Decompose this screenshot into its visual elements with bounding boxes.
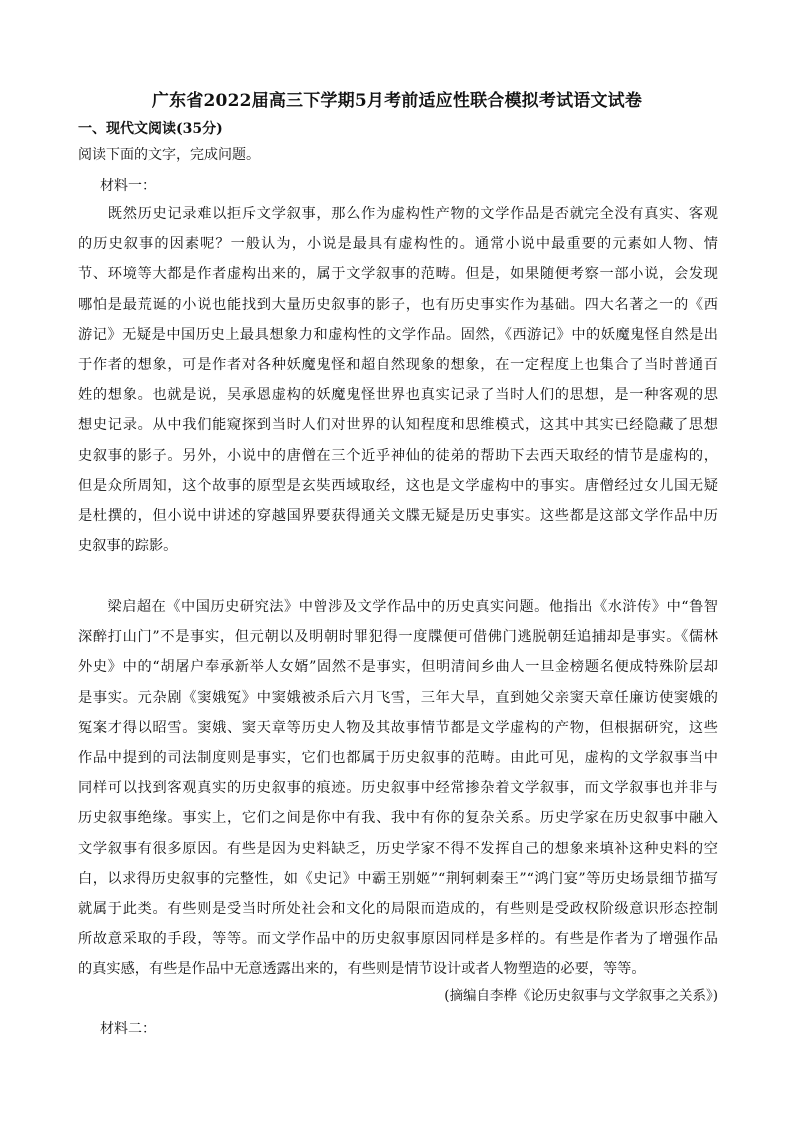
material-1-paragraph-2 <box>78 592 718 984</box>
section-heading: 一、现代文阅读(35分) <box>78 121 223 137</box>
paragraph-line: 所故意采取的手段，等等。而文学作品中的历史叙事原因同样是多样的。有些是作者为了增强作品 <box>78 931 718 948</box>
material-1-label: 材料一： <box>100 178 156 194</box>
paragraph-line: 就属于此类。有些则是受当时所处社会和文化的局限而造成的，有些则是受政权阶级意识形态控制 <box>78 900 718 917</box>
paragraph-line: 同样可以找到客观真实的历史叙事的痕迹。历史叙事中经常掺杂着文学叙事，而文学叙事也并非与 <box>78 780 718 797</box>
paragraph-line: 姓的想象。也就是说，吴承恩虚构的妖魔鬼怪世界也真实记录了当时人们的思想，是一种客观的思 <box>78 387 718 404</box>
source-citation: (摘编自李桦《论历史叙事与文学叙事之关系》) <box>444 988 718 1004</box>
paragraph-line: 深醉打山门”不是事实，但元朝以及明朝时罪犯得一度牒便可借佛门逃脱朝廷追捕却是事实。《儒林 <box>78 629 718 646</box>
paragraph-line: 史叙事的影子。另外，小说中的唐僧在三个近乎神仙的徒弟的帮助下去西天取经的情节是虚构的， <box>78 447 718 464</box>
material-2-label: 材料二： <box>100 1021 156 1037</box>
paragraph-line: 外史》中的“胡屠户奉承新举人女婿”固然不是事实，但明清间乡曲人一旦金榜题名便成特殊阶层却 <box>78 659 718 676</box>
paragraph-line: 想史记录。从中我们能窥探到当时人们对世界的认知程度和思维模式，这其中其实已经隐藏了思想 <box>78 417 718 434</box>
paragraph-line: 梁启超在《中国历史研究法》中曾涉及文学作品中的历史真实问题。他指出《水浒传》中“鲁智 <box>78 599 718 615</box>
paragraph-line: 是杜撰的，但小说中讲述的穿越国界要获得通关文牒无疑是历史事实。这些都是这部文学作品中历 <box>78 507 718 524</box>
paragraph-line: 冤案才得以昭雪。窦娥、窦天章等历史人物及其故事情节都是文学虚构的产物，但根据研究，这些 <box>78 719 718 736</box>
paragraph-line: 的真实感，有些是作品中无意透露出来的，有些则是情节设计或者人物塑造的必要，等等。 <box>78 961 646 978</box>
paragraph-line: 文学叙事有很多原因。有些是因为史料缺乏，历史学家不得不发挥自己的想象来填补这种史料的空 <box>78 840 718 857</box>
paragraph-line: 于作者的想象，可是作者对各种妖魔鬼怪和超自然现象的想象，在一定程度上也集合了当时普通百 <box>78 356 718 373</box>
paragraph-line: 的历史叙事的因素呢？一般认为，小说是最具有虚构性的。通常小说中最重要的元素如人物、情 <box>78 236 718 253</box>
paragraph-line: 既然历史记录难以拒斥文学叙事，那么作为虚构性产物的文学作品是否就完全没有真实、客观 <box>78 206 718 222</box>
paragraph-line: 游记》无疑是中国历史上最具想象力和虚构性的文学作品。固然，《西游记》中的妖魔鬼怪自然是出 <box>78 326 718 343</box>
paragraph-line: 史叙事的踪影。 <box>78 538 178 555</box>
paragraph-line: 历史叙事绝缘。事实上，它们之间是你中有我、我中有你的复杂关系。历史学家在历史叙事中融入 <box>78 810 718 827</box>
paragraph-line: 节、环境等大都是作者虚构出来的，属于文学叙事的范畴。但是，如果随便考察一部小说，会发现 <box>78 266 718 283</box>
material-1-paragraph-1 <box>78 199 718 561</box>
paragraph-line: 是事实。元杂剧《窦娥冤》中窦娥被杀后六月飞雪，三年大旱，直到她父亲窦天章任廉访使窦娥的 <box>78 689 718 706</box>
paragraph-line: 哪怕是最荒诞的小说也能找到大量历史叙事的影子，也有历史事实作为基础。四大名著之一的《西 <box>78 296 718 313</box>
paragraph-line: 白，以求得历史叙事的完整性，如《史记》中霸王别姬”“荆轲刺秦王”“鸿门宴”等历史场景细节描写 <box>78 870 718 887</box>
reading-instruction: 阅读下面的文字，完成问题。 <box>78 147 260 163</box>
paragraph-line: 作品中提到的司法制度则是事实，它们也都属于历史叙事的范畴。由此可见，虚构的文学叙事当中 <box>78 749 718 766</box>
document-title: 广东省2022届高三下学期5月考前适应性联合模拟考试语文试卷 <box>151 91 643 111</box>
paragraph-line: 但是众所周知，这个故事的原型是玄奘西域取经，这也是文学虚构中的事实。唐僧经过女儿国无疑 <box>78 477 718 494</box>
